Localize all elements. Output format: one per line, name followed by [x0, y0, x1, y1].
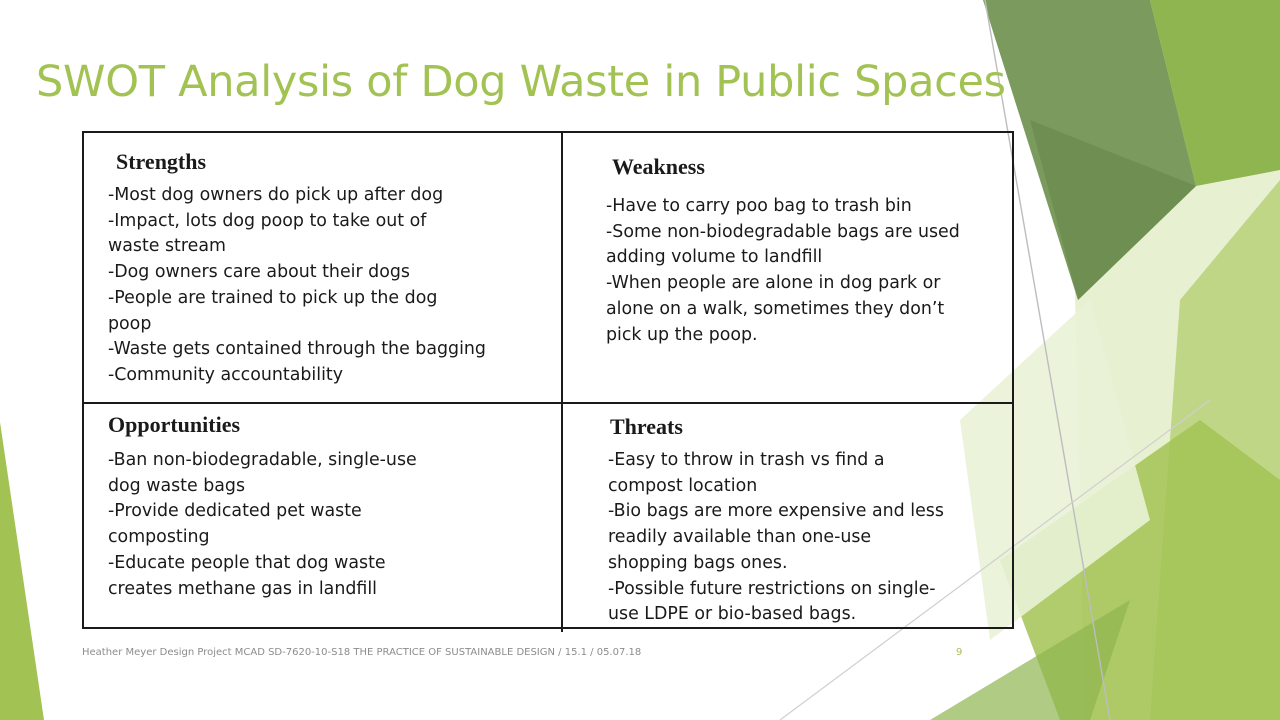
list-item: -People are trained to pick up the dog	[108, 287, 438, 308]
left-green-wedge	[0, 422, 44, 720]
swot-vertical-divider	[561, 131, 563, 632]
list-item: -Bio bags are more expensive and less	[608, 501, 944, 522]
list-item: compost location	[608, 475, 758, 496]
list-item: -Provide dedicated pet waste	[108, 501, 362, 522]
list-item: waste stream	[108, 236, 226, 257]
list-item: adding volume to landfill	[606, 247, 823, 268]
list-item: -When people are alone in dog park or	[606, 273, 941, 294]
strengths-list	[108, 183, 486, 389]
opportunities-list	[108, 448, 417, 602]
list-item: -Have to carry poo bag to trash bin	[606, 196, 912, 216]
threats-heading: Threats	[610, 414, 683, 439]
list-item: -Dog owners care about their dogs	[108, 262, 410, 283]
list-item: -Educate people that dog waste	[108, 552, 386, 573]
list-item: alone on a walk, sometimes they don’t	[606, 298, 945, 319]
list-item: use LDPE or bio-based bags.	[608, 604, 857, 625]
page-number: 9	[956, 647, 963, 658]
swot-horizontal-divider	[82, 402, 1012, 404]
slide-title: SWOT Analysis of Dog Waste in Public Spaces	[36, 57, 1006, 107]
list-item: pick up the poop.	[606, 324, 758, 345]
list-item: shopping bags ones.	[608, 552, 788, 573]
list-item: dog waste bags	[108, 475, 246, 496]
list-item: -Easy to throw in trash vs find a	[608, 450, 885, 470]
list-item: -Waste gets contained through the bagging	[108, 339, 486, 360]
list-item: readily available than one-use	[608, 527, 872, 548]
list-item: -Ban non-biodegradable, single-use	[108, 450, 417, 470]
list-item: -Community accountability	[108, 364, 344, 385]
list-item: composting	[108, 527, 210, 548]
list-item: -Some non-biodegradable bags are used	[606, 221, 960, 242]
list-item: -Impact, lots dog poop to take out of	[108, 210, 427, 231]
list-item: poop	[108, 313, 152, 334]
list-item: -Possible future restrictions on single-	[608, 578, 936, 599]
opportunities-heading: Opportunities	[108, 412, 241, 437]
weakness-list	[606, 194, 960, 348]
list-item: -Most dog owners do pick up after dog	[108, 185, 444, 205]
strengths-heading: Strengths	[116, 149, 207, 174]
slide-footer: Heather Meyer Design Project MCAD SD-7620-10-S18 THE PRACTICE OF SUSTAINABLE DESIGN / 15.1 / 05.07.18	[82, 647, 642, 658]
weakness-heading: Weakness	[612, 154, 705, 179]
threats-list	[608, 448, 944, 628]
list-item: creates methane gas in landfill	[108, 578, 378, 599]
